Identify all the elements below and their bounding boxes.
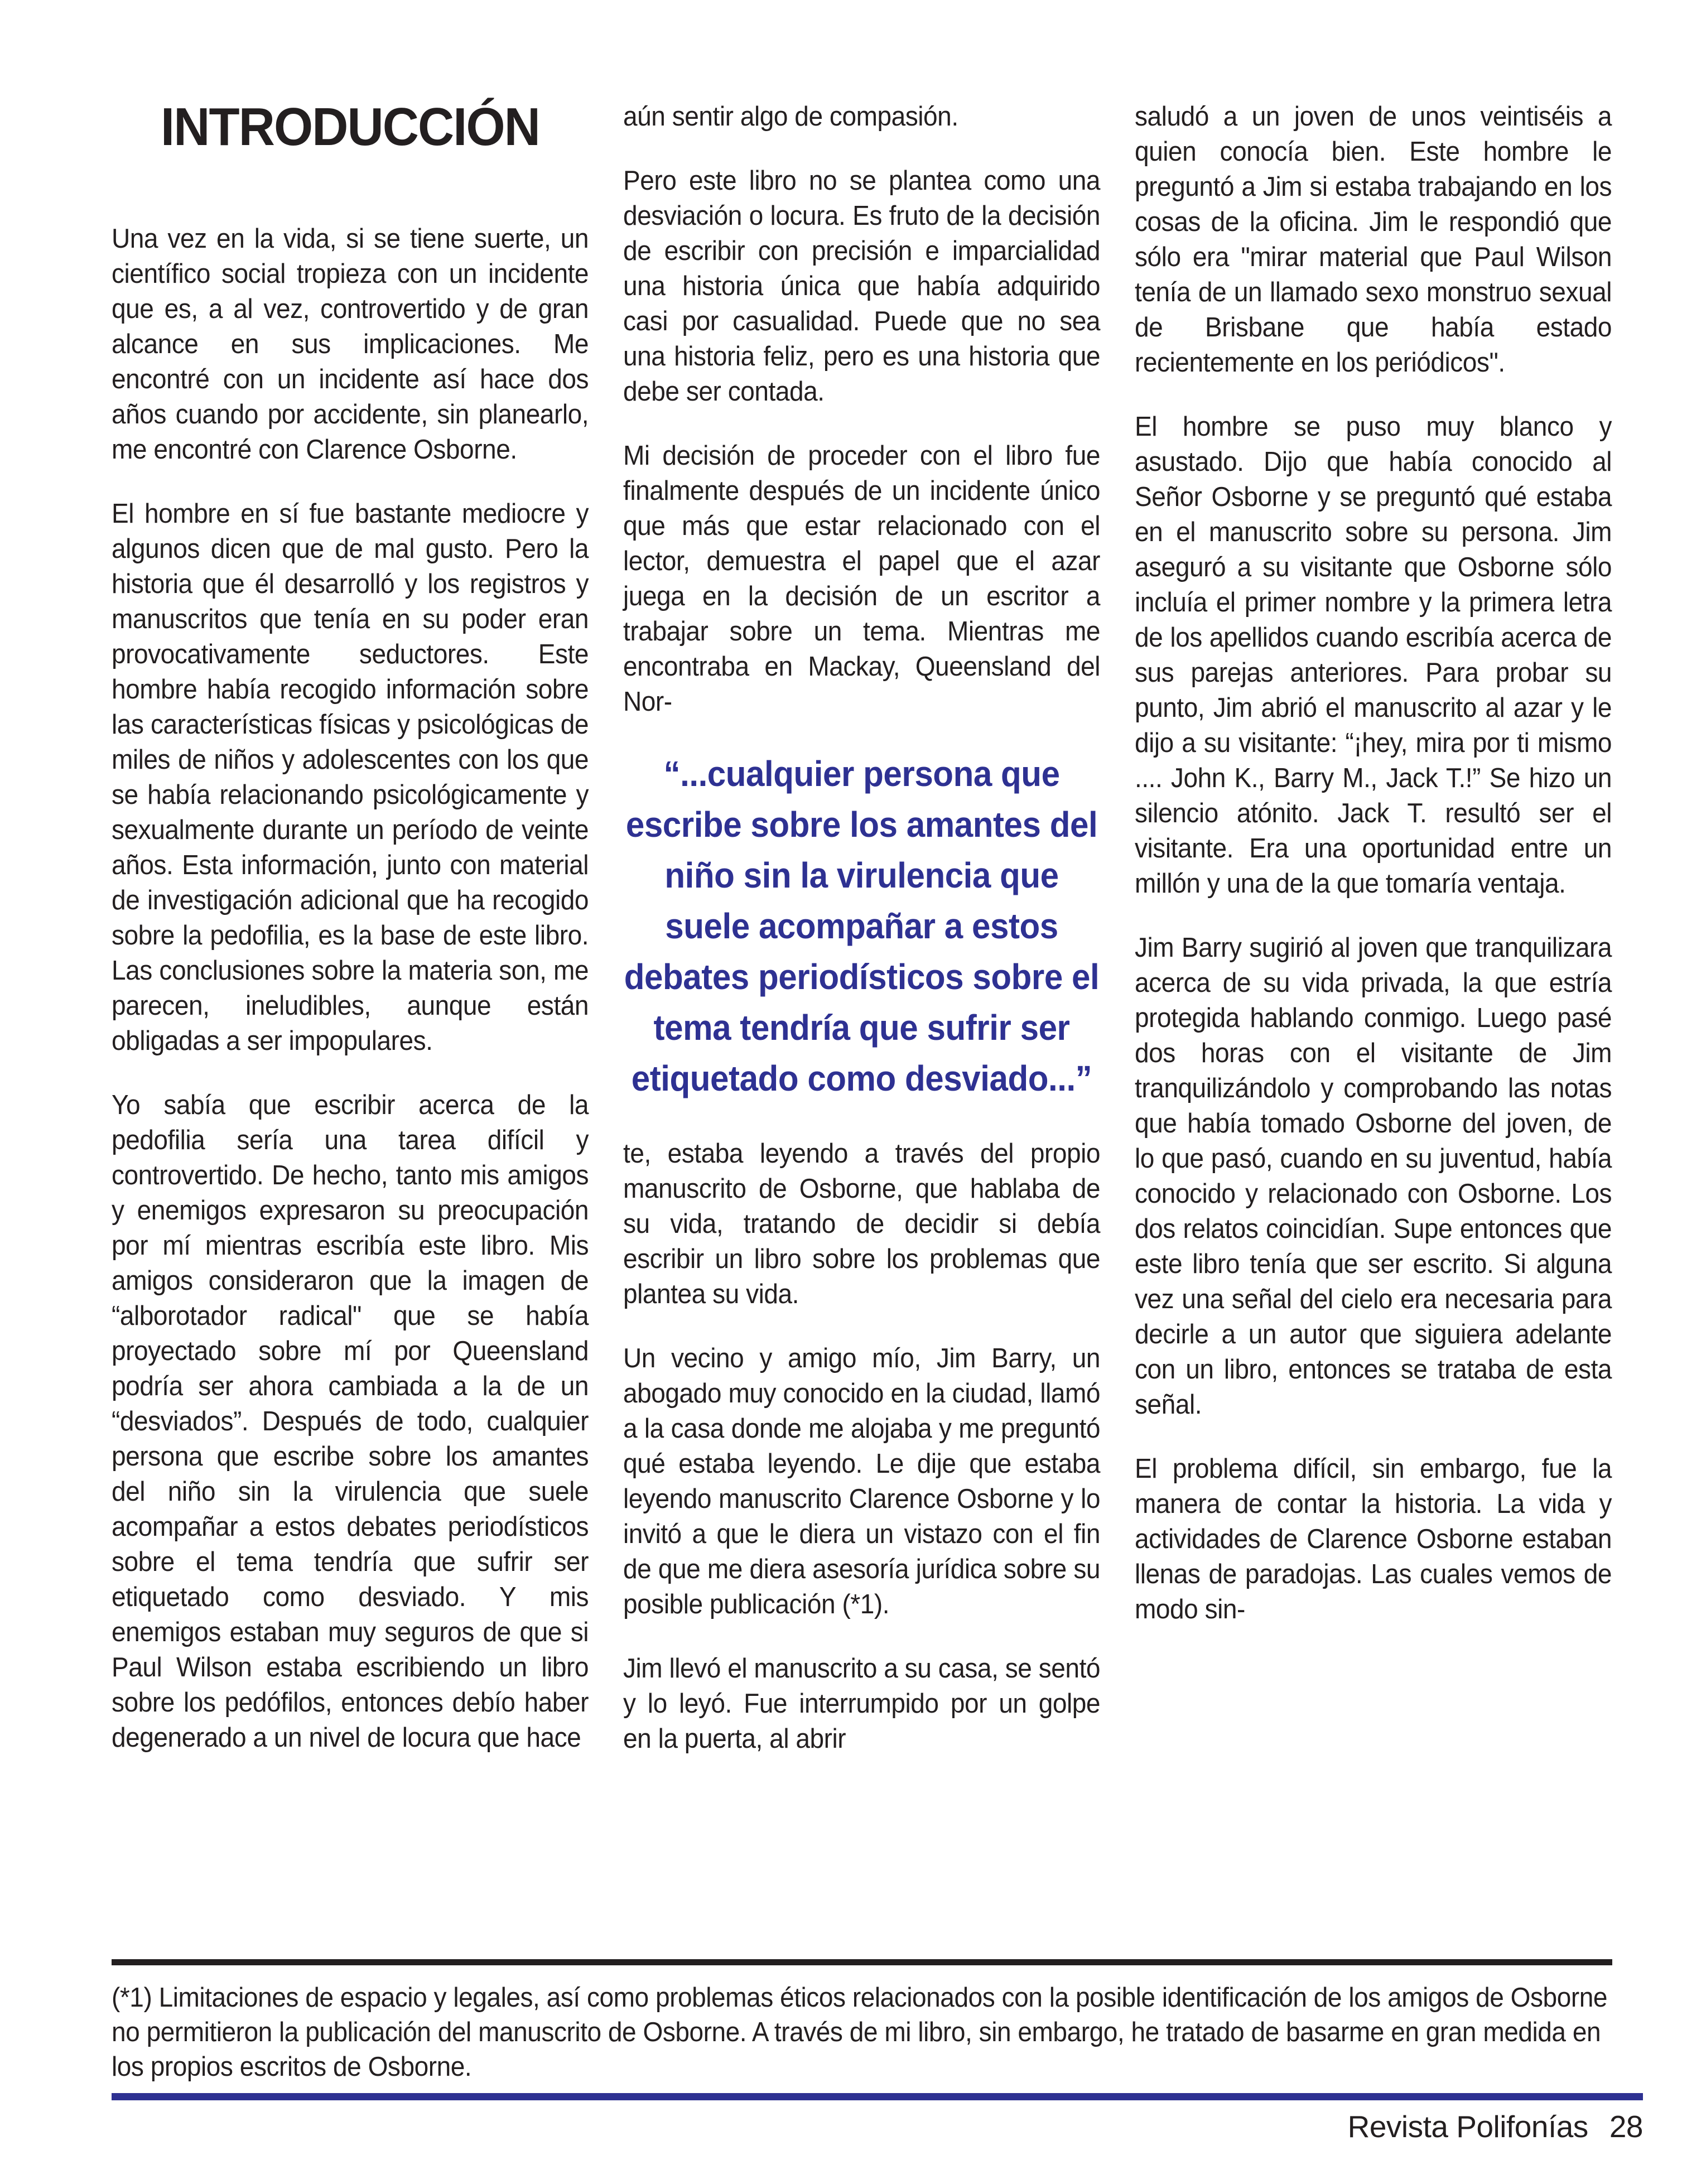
footer-journal-name: Revista Polifonías	[1347, 2109, 1588, 2144]
body-paragraph: El hombre en sí fue bastante mediocre y algunos dicen que de mal gusto. Pero la historia que él desarrolló y los registros y manuscritos que tenía en su poder eran provocativamente seductores. Este hombre había recogido información sobre las características físicas y psicológicas de miles de niños y adolescentes con los que se había relacionando psicológicamente y sexualmente durante un período de veinte años. Esta información, junto con material de investigación adicional que ha recogido sobre la pedofilia, es la base de este libro. Las conclusiones sobre la materia son, me parecen, ineludibles, aunque están obligadas a ser impopulares.	[112, 498, 589, 1056]
body-paragraph: Yo sabía que escribir acerca de la pedofilia sería una tarea difícil y controvertido. De hecho, tanto mis amigos y enemigos expresaron su preocupación por mí mientras escribía este libro. Mis amigos consideraron que la imagen de “alborotador radical" que se había proyectado sobre mí por Queensland podría ser ahora cambiada a la de un “desviados”. Después de todo, cualquier persona que escribe sobre los amantes del niño sin la virulencia que suele acompañar a estos debates periodísticos sobre el tema tendría que sufrir ser etiquetado como desviado. Y mis enemigos estaban muy seguros de que si Paul Wilson estaba escribiendo un libro sobre los pedófilos, entonces debío haber degenerado a un nivel de locura que hace	[112, 1089, 589, 1753]
footer-page-number: 28	[1609, 2109, 1643, 2144]
body-paragraph: El problema difícil, sin embargo, fue la manera de contar la historia. La vida y actividades de Clarence Osborne estaban llenas de paradojas. Las cuales vemos de modo sin-	[1135, 1454, 1612, 1624]
body-paragraph: Un vecino y amigo mío, Jim Barry, un abogado muy conocido en la ciudad, llamó a la casa donde me alojaba y me preguntó qué estaba leyendo. Le dije que estaba leyendo manuscrito Clarence Osborne y lo invitó a que le diera un vistazo con el fin de que me diera asesoría jurídica sobre su posible publicación (*1).	[623, 1343, 1101, 1619]
body-paragraph: Mi decisión de proceder con el libro fue finalmente después de un incidente único que más que estar relacionado con el lector, demuestra el papel que el azar juega en la decisión de un escritor a trabajar sobre un tema. Mientras me encontraba en Mackay, Queensland del Nor-	[623, 441, 1101, 717]
body-paragraph: Una vez en la vida, si se tiene suerte, un científico social tropieza con un incidente que es, a al vez, controvertido y de gran alcance en sus implicaciones. Me encontré con un incidente así hace dos años cuando por accidente, sin planearlo, me encontré con Clarence Osborne.	[112, 223, 589, 465]
body-paragraph: saludó a un joven de unos veintiséis a quien conocía bien. Este hombre le preguntó a Jim si estaba trabajando en los cosas de la oficina. Jim le respondió que sólo era "mirar material que Paul Wilson tenía de un llamado sexo monstruo sexual de Brisbane que había estado recientemente en los periódicos".	[1135, 102, 1612, 378]
pull-quote: “...cualquier persona que escribe sobre los amantes del niño sin la virulencia que suele acompañar a estos debates periodísticos sobre el tema tendría que sufrir ser etiquetado como desviado...”	[624, 754, 1100, 1098]
column-2-text	[623, 99, 1100, 1757]
body-paragraph: El hombre se puso muy blanco y asustado. Dijo que había conocido al Señor Osborne y se preguntó qué estaba en el manuscrito sobre su persona. Jim aseguró a su visitante que Osborne sólo incluía el primer nombre y la primera letra de los apellidos cuando escribía acerca de sus parejas anteriores. Para probar su punto, Jim abrió el manuscrito al azar y le dijo a su visitante: “¡hey, mira por ti mismo .... John K., Barry M., Jack T.!” Se hizo un silencio atónito. Jack T. resultó ser el visitante. Era una oportunidad entre un millón y una de la que tomaría ventaja.	[1135, 412, 1612, 899]
footnote	[112, 1980, 1612, 2084]
column-1-text	[112, 99, 589, 1756]
body-paragraph: aún sentir algo de compasión.	[623, 102, 958, 132]
body-paragraph: Jim Barry sugirió al joven que tranquilizara acerca de su vida privada, la que estría protegida hablando conmigo. Luego pasé dos horas con el visitante de Jim tranquilizándolo y comprobando las notas que había tomado Osborne del joven, de lo que pasó, cuando en su juventud, había conocido y relacionado con Osborne. Los dos relatos coincidían. Supe entonces que este libro tenía que ser escrito. Si alguna vez una señal del cielo era necesaria para decirle a un autor que siguiera adelante con un libro, entonces se trataba de esta señal.	[1135, 933, 1612, 1420]
footer-divider	[112, 2093, 1643, 2100]
footnote-text: (*1) Limitaciones de espacio y legales, así como problemas éticos relacionados con la posible identificación de los amigos de Osborne no permitieron la publicación del manuscrito de Osborne. A través de mi libro, sin embargo, he tratado de basarme en gran medida en los propios escritos de Osborne.	[112, 1983, 1607, 2082]
column-1	[112, 99, 589, 1786]
column-3-text	[1135, 99, 1612, 1627]
body-paragraph: Pero este libro no se plantea como una desviación o locura. Es fruto de la decisión de escribir con precisión e imparcialidad una historia única que había adquirido casi por casualidad. Puede que no sea una historia feliz, pero es una historia que debe ser contada.	[623, 166, 1101, 407]
footnote-divider	[112, 1959, 1612, 1965]
body-paragraph: te, estaba leyendo a través del propio manuscrito de Osborne, que hablaba de su vida, tratando de decidir si debía escribir un libro sobre los problemas que plantea su vida.	[623, 1139, 1101, 1309]
body-paragraph: Jim llevó el manuscrito a su casa, se sentó y lo leyó. Fue interrumpido por un golpe en la puerta, al abrir	[623, 1653, 1101, 1754]
column-2	[623, 99, 1100, 1786]
column-3	[1135, 99, 1612, 1786]
page-footer	[1348, 2109, 1643, 2144]
article-columns	[112, 99, 1612, 1786]
page-title: INTRODUCCIÓN	[161, 97, 540, 157]
